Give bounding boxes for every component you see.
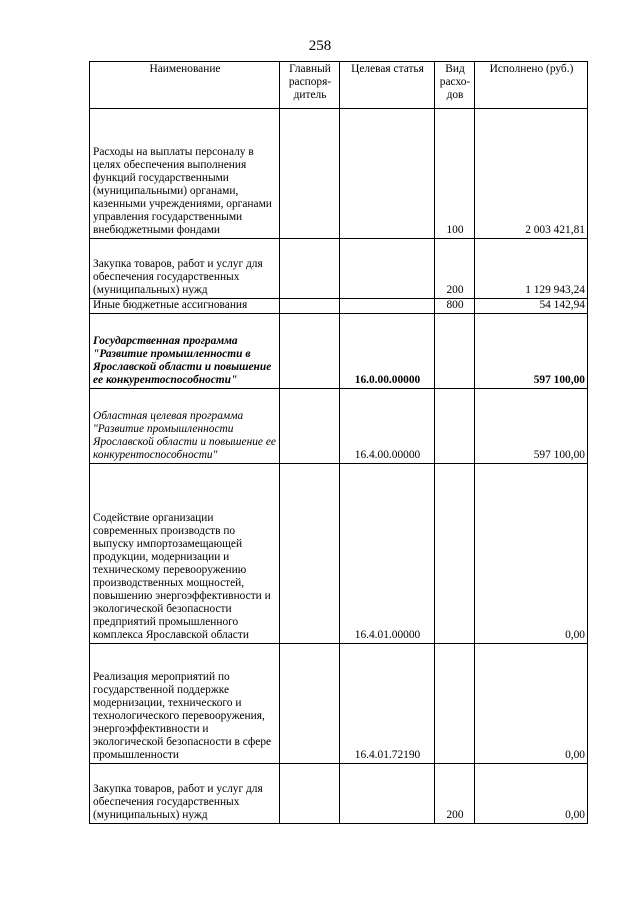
- row-manager: [280, 299, 340, 314]
- row-amount: 0,00: [475, 644, 588, 764]
- row-amount: 2 003 421,81: [475, 109, 588, 239]
- row-kind: [435, 389, 475, 464]
- header-name: Наименование: [90, 62, 280, 109]
- row-amount: 0,00: [475, 464, 588, 644]
- row-name: Иные бюджетные ассигнования: [90, 299, 280, 314]
- row-name: Содействие организации современных производств по выпуску импортозамещающей продукции, модернизации и техническому перевооружению производственных мощностей, повышению энергоэффективности и экологической безопасности предприятий промышленного комплекса Ярославской области: [90, 464, 280, 644]
- row-manager: [280, 314, 340, 389]
- row-name: Областная целевая программа "Развитие промышленности Ярославской области и повышение ее конкурентоспособности": [90, 389, 280, 464]
- row-kind: 100: [435, 109, 475, 239]
- table-header-row: [90, 62, 588, 109]
- header-manager: Главный распоря-дитель: [280, 62, 340, 109]
- row-manager: [280, 644, 340, 764]
- row-kind: 200: [435, 239, 475, 299]
- row-name: Расходы на выплаты персоналу в целях обеспечения выполнения функций государственными (муниципальными) органами, казенными учреждениями, органами управления государственными внебюджетными фондами: [90, 109, 280, 239]
- row-kind: [435, 644, 475, 764]
- row-amount: 597 100,00: [475, 314, 588, 389]
- row-target: [340, 299, 435, 314]
- row-manager: [280, 764, 340, 824]
- row-target: 16.4.01.00000: [340, 464, 435, 644]
- row-amount: 0,00: [475, 764, 588, 824]
- header-kind: Вид расхо-дов: [435, 62, 475, 109]
- row-amount: 1 129 943,24: [475, 239, 588, 299]
- row-manager: [280, 239, 340, 299]
- row-manager: [280, 109, 340, 239]
- table-row: [90, 314, 588, 389]
- row-amount: 597 100,00: [475, 389, 588, 464]
- header-target: Целевая статья: [340, 62, 435, 109]
- row-target: 16.4.00.00000: [340, 389, 435, 464]
- row-amount: 54 142,94: [475, 299, 588, 314]
- table-row: [90, 389, 588, 464]
- row-kind: [435, 314, 475, 389]
- row-name: Реализация мероприятий по государственной поддержке модернизации, технического и технологического перевооружения, энергоэффективности и экологической безопасности в сфере промышленности: [90, 644, 280, 764]
- row-manager: [280, 389, 340, 464]
- row-kind: 800: [435, 299, 475, 314]
- table-row: [90, 464, 588, 644]
- table-row: [90, 109, 588, 239]
- row-name: Закупка товаров, работ и услуг для обеспечения государственных (муниципальных) нужд: [90, 764, 280, 824]
- table-row: [90, 239, 588, 299]
- row-name: Закупка товаров, работ и услуг для обеспечения государственных (муниципальных) нужд: [90, 239, 280, 299]
- header-amount: Исполнено (руб.): [475, 62, 588, 109]
- row-target: [340, 239, 435, 299]
- row-manager: [280, 464, 340, 644]
- row-target: [340, 764, 435, 824]
- row-name: Государственная программа "Развитие промышленности в Ярославской области и повышение ее конкурентоспособности": [90, 314, 280, 389]
- table-row: [90, 764, 588, 824]
- row-kind: 200: [435, 764, 475, 824]
- table-row: [90, 299, 588, 314]
- page-number: 258: [308, 38, 332, 54]
- table-row: [90, 644, 588, 764]
- expenditure-table: [89, 61, 588, 824]
- row-target: [340, 109, 435, 239]
- row-target: 16.0.00.00000: [340, 314, 435, 389]
- row-target: 16.4.01.72190: [340, 644, 435, 764]
- row-kind: [435, 464, 475, 644]
